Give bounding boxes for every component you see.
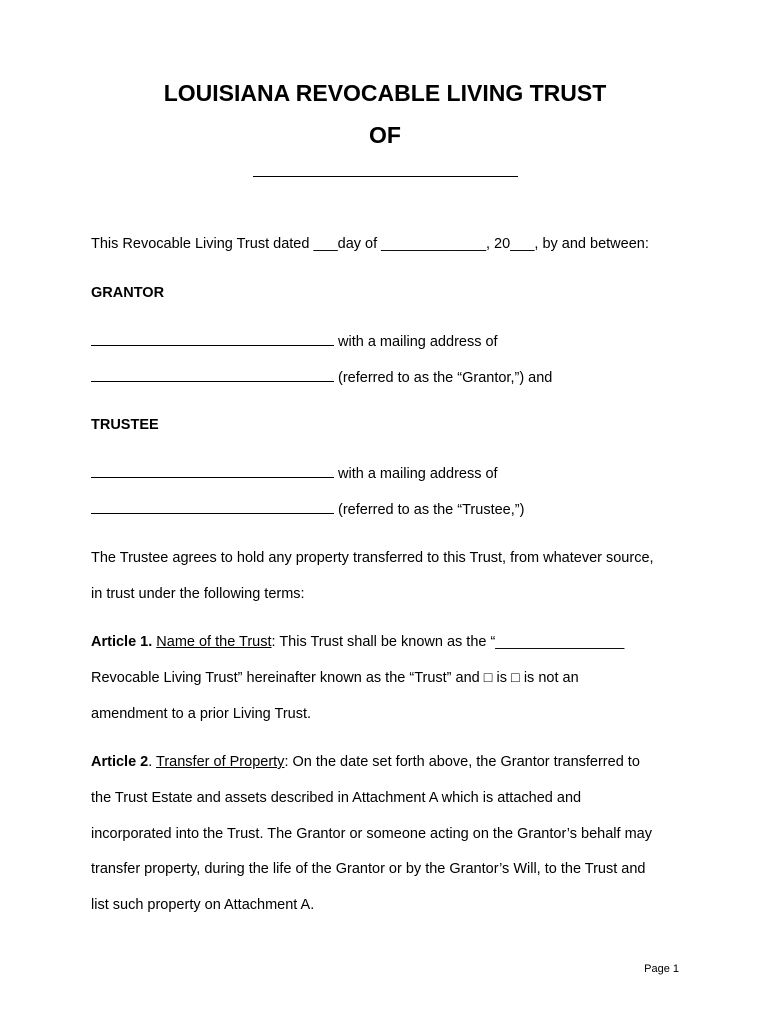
- grantor-heading: GRANTOR: [91, 285, 165, 301]
- grantor-name-blank: [91, 331, 334, 346]
- article2-line4: transfer property, during the life of the Grantor or by the Grantor’s Will, to the Trust and: [91, 861, 646, 877]
- article2-heading: Transfer of Property: [156, 754, 285, 770]
- page-number: Page 1: [644, 963, 679, 975]
- grantor-address-label: with a mailing address of: [338, 334, 498, 350]
- document-title: LOUISIANA REVOCABLE LIVING TRUST: [163, 80, 607, 106]
- article1-line3: amendment to a prior Living Trust.: [91, 706, 312, 722]
- agreement-text-line1: The Trustee agrees to hold any property transferred to this Trust, from whatever source,: [91, 550, 654, 566]
- grantor-address-line: [91, 367, 552, 388]
- agreement-text-line2: in trust under the following terms:: [91, 586, 305, 602]
- trustee-referred-label: (referred to as the “Trustee,”): [338, 502, 525, 518]
- article2-line2: the Trust Estate and assets described in Attachment A which is attached and: [91, 790, 582, 806]
- trustee-address-blank: [91, 499, 334, 514]
- trustee-name-blank: [91, 463, 334, 478]
- trustee-address-line: [91, 499, 524, 520]
- article2-line1: [91, 752, 640, 772]
- article2-separator: .: [148, 754, 157, 770]
- trustee-address-label: with a mailing address of: [338, 466, 498, 482]
- grantor-name-line: [91, 331, 498, 352]
- grantor-address-blank: [91, 367, 334, 382]
- article2-text: : On the date set forth above, the Grantor transferred to: [284, 754, 640, 770]
- title-name-blank: [253, 176, 518, 177]
- article1-text: : This Trust shall be known as the “________________: [271, 634, 625, 650]
- article2-label: Article 2: [91, 754, 149, 770]
- article1-line1: [91, 632, 624, 652]
- trustee-name-line: [91, 463, 498, 484]
- article2-line5: list such property on Attachment A.: [91, 897, 315, 913]
- article1-line2: Revocable Living Trust” hereinafter known as the “Trust” and □ is □ is not an: [91, 670, 579, 686]
- grantor-referred-label: (referred to as the “Grantor,”) and: [338, 370, 553, 386]
- trustee-heading: TRUSTEE: [91, 417, 159, 433]
- document-title-of: OF: [369, 122, 401, 148]
- article1-heading: Name of the Trust: [156, 634, 272, 650]
- article2-line3: incorporated into the Trust. The Grantor or someone acting on the Grantor’s behalf may: [91, 826, 652, 842]
- article1-label: Article 1.: [91, 634, 153, 650]
- intro-line: This Revocable Living Trust dated ___day of _____________, 20___, by and between:: [91, 236, 649, 252]
